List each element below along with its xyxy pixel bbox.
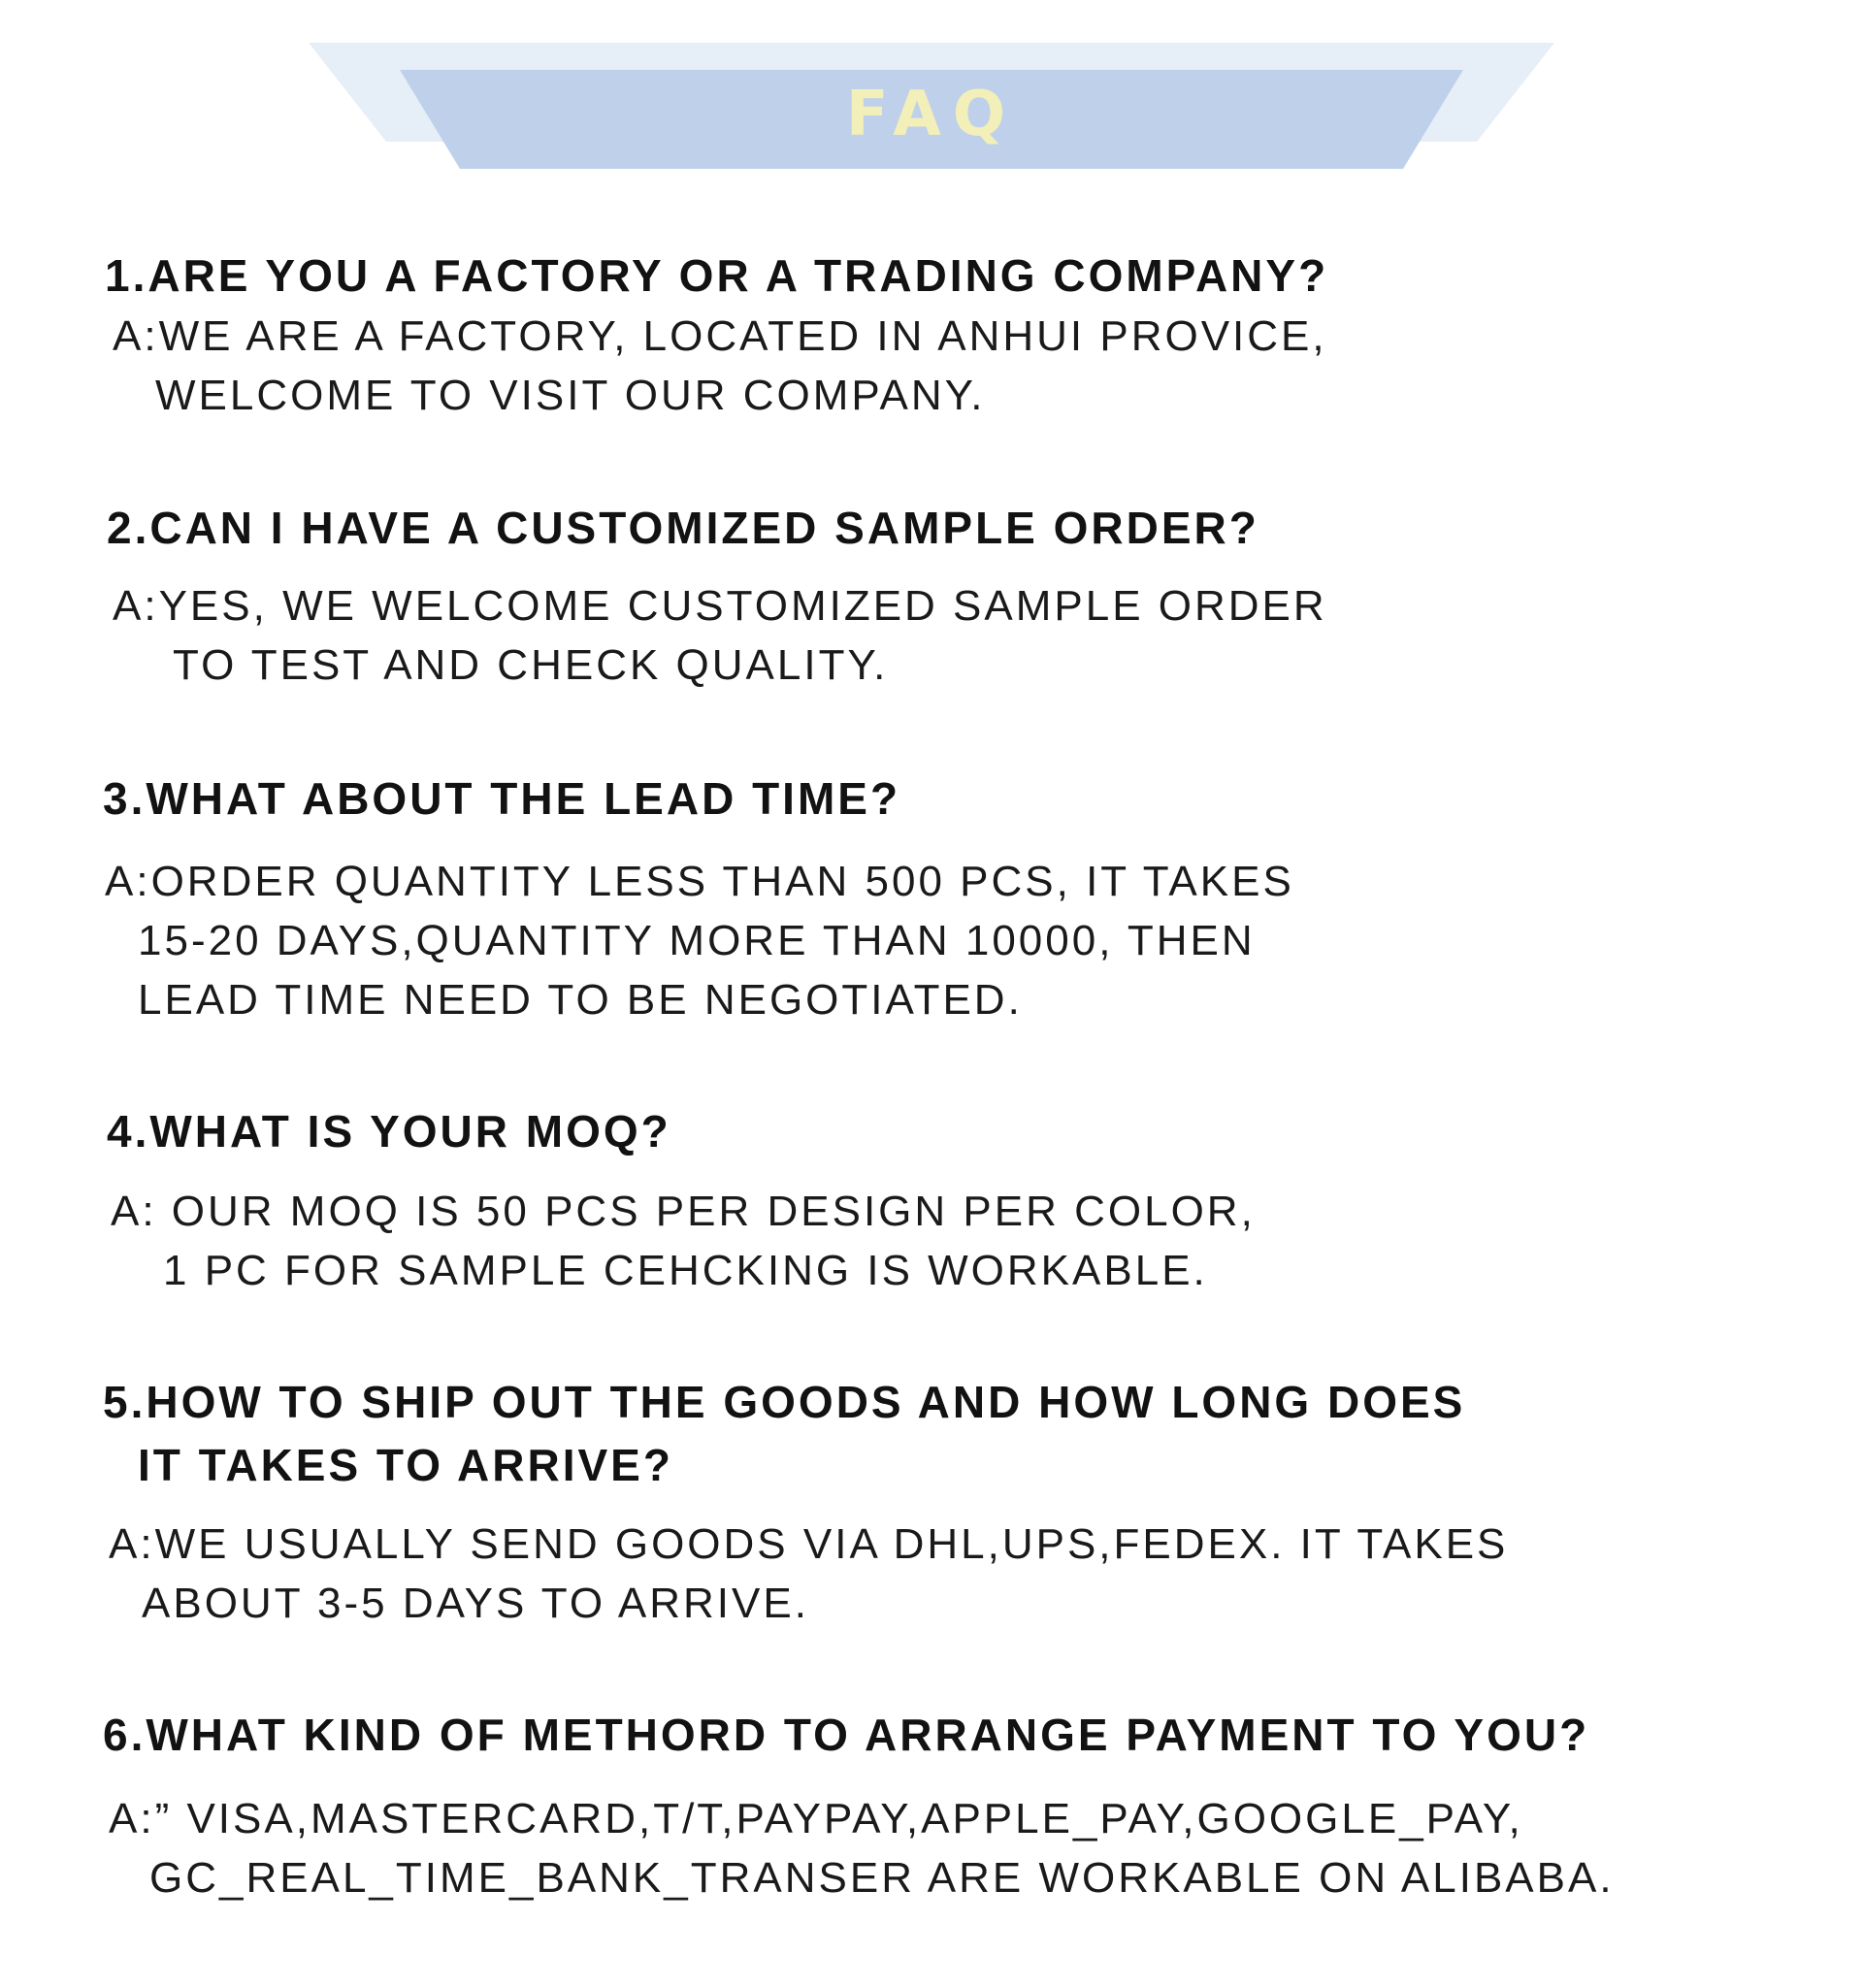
question-4-line-1: 4.WHAT IS YOUR MOQ? <box>107 1106 671 1157</box>
answer-3-line-2: 15-20 DAYS,QUANTITY MORE THAN 10000, THEN <box>138 917 1256 964</box>
answer-6-line-2: GC_REAL_TIME_BANK_TRANSER ARE WORKABLE ON ALIBABA. <box>149 1854 1615 1902</box>
answer-1-line-2: WELCOME TO VISIT OUR COMPANY. <box>155 372 986 419</box>
faq-banner <box>0 0 1863 184</box>
question-2-line-1: 2.CAN I HAVE A CUSTOMIZED SAMPLE ORDER? <box>107 503 1259 553</box>
answer-2-line-2: TO TEST AND CHECK QUALITY. <box>173 641 889 689</box>
answer-5-line-2: ABOUT 3-5 DAYS TO ARRIVE. <box>142 1580 809 1627</box>
answer-3-line-1: A:ORDER QUANTITY LESS THAN 500 PCS, IT TAKES <box>105 858 1294 905</box>
question-3-line-1: 3.WHAT ABOUT THE LEAD TIME? <box>103 773 901 824</box>
answer-1-line-1: A:WE ARE A FACTORY, LOCATED IN ANHUI PROVICE, <box>113 312 1327 360</box>
answer-3-line-3: LEAD TIME NEED TO BE NEGOTIATED. <box>138 976 1023 1024</box>
page-title: FAQ <box>845 79 1018 150</box>
answer-2-line-1: A:YES, WE WELCOME CUSTOMIZED SAMPLE ORDER <box>113 582 1327 630</box>
question-6-line-1: 6.WHAT KIND OF METHORD TO ARRANGE PAYMENT TO YOU? <box>103 1710 1590 1760</box>
answer-4-line-1: A: OUR MOQ IS 50 PCS PER DESIGN PER COLOR, <box>111 1188 1256 1235</box>
answer-4-line-2: 1 PC FOR SAMPLE CEHCKING IS WORKABLE. <box>163 1247 1208 1294</box>
answer-5-line-1: A:WE USUALLY SEND GOODS VIA DHL,UPS,FEDEX. IT TAKES <box>109 1520 1509 1568</box>
answer-6-line-1: A:” VISA,MASTERCARD,T/T,PAYPAY,APPLE_PAY,GOOGLE_PAY, <box>109 1795 1523 1842</box>
question-1-line-1: 1.ARE YOU A FACTORY OR A TRADING COMPANY? <box>105 250 1329 301</box>
question-5-line-2: IT TAKES TO ARRIVE? <box>138 1440 673 1490</box>
question-5-line-1: 5.HOW TO SHIP OUT THE GOODS AND HOW LONG DOES <box>103 1377 1466 1427</box>
